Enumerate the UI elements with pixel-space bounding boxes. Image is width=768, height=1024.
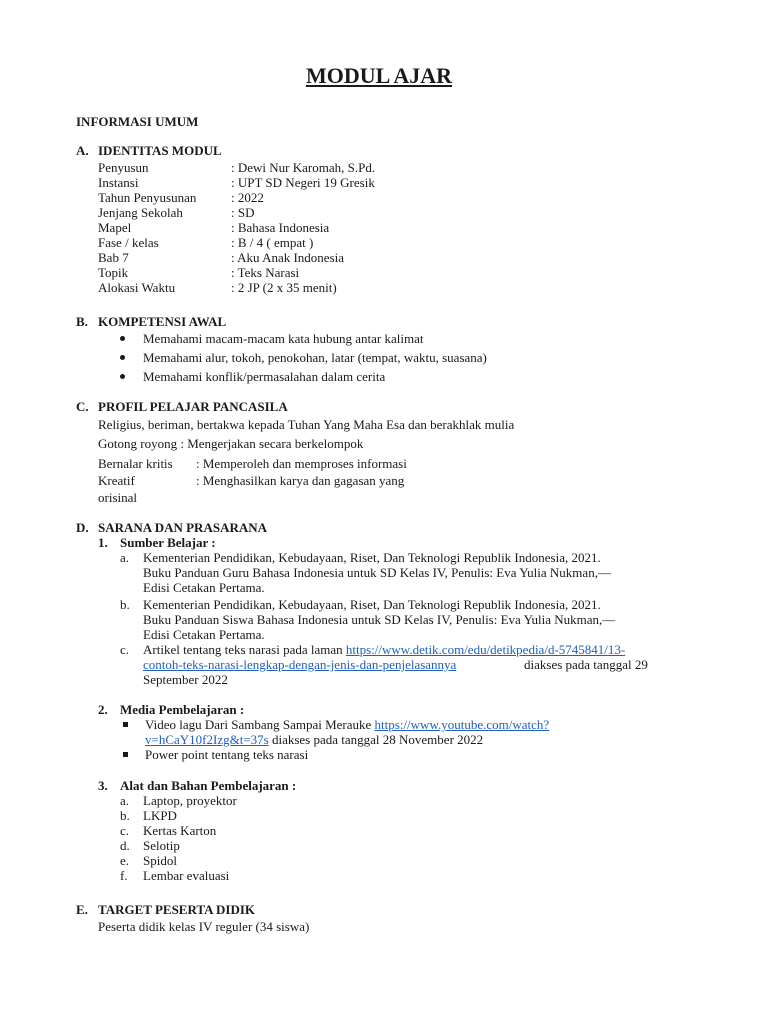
- sumber-c-post: diakses pada tanggal 29: [524, 657, 648, 672]
- list-letter: d.: [120, 838, 130, 853]
- list-letter: f.: [120, 868, 128, 883]
- detik-link-cont[interactable]: contoh-teks-narasi-lengkap-dengan-jenis-dan-penjelasannya: [143, 657, 457, 672]
- profil-line: Gotong royong : Mengerjakan secara berkelompok: [98, 436, 364, 451]
- bullet-icon: [120, 355, 125, 360]
- subsection-heading-sumber: Sumber Belajar :: [120, 535, 216, 550]
- section-letter: E.: [76, 902, 88, 917]
- identitas-value: : Bahasa Indonesia: [231, 220, 330, 235]
- list-letter: e.: [120, 853, 130, 868]
- sumber-a-line: Kementerian Pendidikan, Kebudayaan, Riset, Dan Teknologi Republik Indonesia, 2021.: [143, 550, 601, 565]
- section-heading-identitas: IDENTITAS MODUL: [98, 143, 222, 158]
- identitas-label: Mapel: [98, 220, 132, 235]
- list-letter: a.: [120, 550, 130, 565]
- identitas-label: Jenjang Sekolah: [98, 205, 183, 220]
- identitas-label: Tahun Penyusunan: [98, 190, 197, 205]
- list-item: Lembar evaluasi: [143, 868, 230, 883]
- identitas-value: : UPT SD Negeri 19 Gresik: [231, 175, 375, 190]
- target-text: Peserta didik kelas IV reguler (34 siswa): [98, 919, 310, 934]
- section-letter: B.: [76, 314, 88, 329]
- list-item: LKPD: [143, 808, 177, 823]
- sumber-c-text: [143, 642, 625, 657]
- section-letter: A.: [76, 143, 89, 158]
- identitas-label: Penyusun: [98, 160, 149, 175]
- square-bullet-icon: [123, 752, 128, 757]
- identitas-value: : Aku Anak Indonesia: [231, 250, 345, 265]
- section-heading-profil: PROFIL PELAJAR PANCASILA: [98, 399, 288, 414]
- identitas-label: Instansi: [98, 175, 139, 190]
- section-heading-target: TARGET PESERTA DIDIK: [98, 902, 256, 917]
- subsection-heading-media: Media Pembelajaran :: [120, 702, 245, 717]
- list-item: Memahami alur, tokoh, penokohan, latar (tempat, waktu, suasana): [143, 350, 487, 365]
- media-video: [145, 717, 549, 732]
- media-video-line2: [145, 732, 483, 747]
- sumber-c-pre: Artikel tentang teks narasi pada laman: [143, 642, 346, 657]
- list-item: Memahami konflik/permasalahan dalam cerita: [143, 369, 386, 384]
- profil-label: Bernalar kritis: [98, 456, 173, 471]
- sumber-b-line: Buku Panduan Siswa Bahasa Indonesia untuk SD Kelas IV, Penulis: Eva Yulia Nukman,—: [143, 612, 616, 627]
- sumber-b-line: Edisi Cetakan Pertama.: [143, 627, 265, 642]
- identitas-label: Topik: [98, 265, 129, 280]
- profil-line: Religius, beriman, bertakwa kepada Tuhan Yang Maha Esa dan berakhlak mulia: [98, 417, 515, 432]
- youtube-link[interactable]: https://www.youtube.com/watch?: [374, 717, 550, 732]
- list-item: Spidol: [143, 853, 177, 868]
- media-video-post: diakses pada tanggal 28 November 2022: [268, 732, 484, 747]
- identitas-value: : SD: [231, 205, 255, 220]
- identitas-value: : Teks Narasi: [231, 265, 300, 280]
- subsection-heading-alat: Alat dan Bahan Pembelajaran :: [120, 778, 297, 793]
- list-item: Laptop, proyektor: [143, 793, 237, 808]
- section-letter: C.: [76, 399, 89, 414]
- identitas-label: Alokasi Waktu: [98, 280, 176, 295]
- identitas-label: Fase / kelas: [98, 235, 159, 250]
- sumber-c-line2: [143, 657, 456, 672]
- sumber-a-line: Buku Panduan Guru Bahasa Indonesia untuk SD Kelas IV, Penulis: Eva Yulia Nukman,—: [143, 565, 611, 580]
- list-item: Kertas Karton: [143, 823, 217, 838]
- profil-value: : Memperoleh dan memproses informasi: [196, 456, 407, 471]
- media-video-pre: Video lagu Dari Sambang Sampai Merauke: [145, 717, 375, 732]
- youtube-link-cont[interactable]: v=hCaY10f2Izg&t=37s: [145, 732, 269, 747]
- bullet-icon: [120, 336, 125, 341]
- section-letter: D.: [76, 520, 89, 535]
- sumber-b-line: Kementerian Pendidikan, Kebudayaan, Riset, Dan Teknologi Republik Indonesia, 2021.: [143, 597, 601, 612]
- section-informasi-umum: INFORMASI UMUM: [76, 114, 199, 129]
- list-letter: c.: [120, 823, 130, 838]
- sumber-a-line: Edisi Cetakan Pertama.: [143, 580, 265, 595]
- profil-value: : Menghasilkan karya dan gagasan yang: [196, 473, 405, 488]
- detik-link[interactable]: https://www.detik.com/edu/detikpedia/d-5745841/13-: [345, 642, 626, 657]
- list-item: Memahami macam-macam kata hubung antar kalimat: [143, 331, 424, 346]
- subsection-number: 2.: [98, 702, 108, 717]
- bullet-icon: [120, 374, 125, 379]
- sumber-c-last: September 2022: [143, 672, 228, 687]
- subsection-number: 3.: [98, 778, 108, 793]
- identitas-value: : B / 4 ( empat ): [231, 235, 314, 250]
- square-bullet-icon: [123, 722, 128, 727]
- list-letter: b.: [120, 808, 130, 823]
- identitas-value: : Dewi Nur Karomah, S.Pd.: [231, 160, 376, 175]
- section-heading-sarana: SARANA DAN PRASARANA: [98, 520, 268, 535]
- list-letter: a.: [120, 793, 130, 808]
- profil-line: orisinal: [98, 490, 137, 505]
- identitas-label: Bab 7: [98, 250, 129, 265]
- section-heading-kompetensi: KOMPETENSI AWAL: [98, 314, 227, 329]
- identitas-value: : 2022: [231, 190, 264, 205]
- identitas-value: : 2 JP (2 x 35 menit): [231, 280, 337, 295]
- list-letter: b.: [120, 597, 130, 612]
- subsection-number: 1.: [98, 535, 108, 550]
- page-title: MODUL AJAR: [306, 63, 453, 88]
- list-letter: c.: [120, 642, 130, 657]
- profil-label: Kreatif: [98, 473, 135, 488]
- media-ppt: Power point tentang teks narasi: [145, 747, 309, 762]
- list-item: Selotip: [143, 838, 180, 853]
